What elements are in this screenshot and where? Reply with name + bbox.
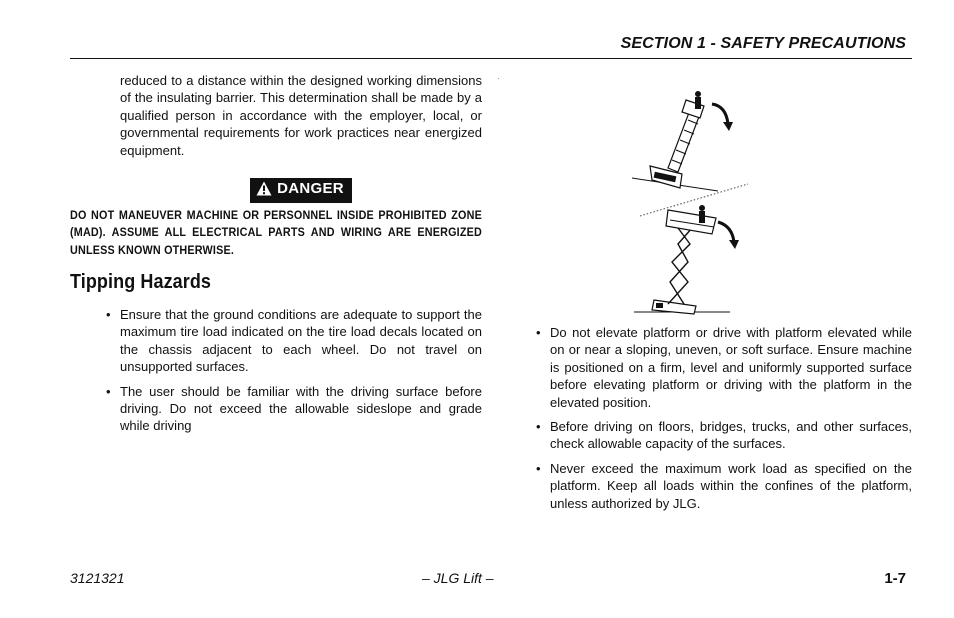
page-number: 1-7 <box>884 570 906 587</box>
tipping-bullet-list <box>70 306 482 435</box>
list-item <box>500 460 912 512</box>
bullet-icon: • <box>106 306 111 322</box>
danger-badge <box>250 178 352 203</box>
list-item-text: The user should be familiar with the driving surface before driving. Do not exceed the allowable sideslope and grade while driving <box>120 383 482 434</box>
list-item <box>70 383 482 435</box>
section-heading: Tipping Hazards <box>70 270 212 293</box>
list-item <box>500 324 912 411</box>
list-item-text: Never exceed the maximum work load as specified on the platform. Keep all loads within the confines of the platform, unless authorized by JLG. <box>550 460 912 511</box>
bullet-icon: • <box>536 419 541 435</box>
header-rule <box>70 58 912 59</box>
section-title: SECTION 1 - SAFETY PRECAUTIONS <box>620 35 906 52</box>
bullet-icon: • <box>106 383 111 399</box>
list-item <box>70 306 482 376</box>
danger-header <box>120 178 482 203</box>
footer-center-text: – JLG Lift – <box>422 570 494 586</box>
list-item-text: Do not elevate platform or drive with platform elevated while on or near a sloping, uneven, or soft surface. Ensure machine is positioned on a firm, level and uniformly supported surface before elevating platform or driving with the platform in the elevated position. <box>550 325 912 410</box>
bullet-icon: • <box>536 460 541 476</box>
list-item <box>500 418 912 453</box>
list-item-text: Ensure that the ground conditions are adequate to support the maximum tire load indicated on the tire load decals located on the chassis adjacent to each wheel. Do not travel on unsupported surfaces. <box>120 306 482 375</box>
tipping-lift-illustration <box>630 84 780 324</box>
warning-triangle-icon <box>256 181 272 202</box>
bullet-icon: • <box>536 325 541 340</box>
column-mark <box>498 78 499 79</box>
danger-label: DANGER <box>277 180 344 198</box>
left-column <box>70 72 482 442</box>
danger-text: DO NOT MANEUVER MACHINE OR PERSONNEL INSIDE PROHIBITED ZONE (MAD). ASSUME ALL ELECTRICAL PARTS AND WIRING ARE ENERGIZED UNLESS KNOWN OTHERWISE. <box>70 209 482 257</box>
doc-number: 3121321 <box>70 570 125 586</box>
list-item-text: Before driving on floors, bridges, trucks, and other surfaces, check allowable capacity of the surfaces. <box>550 419 912 452</box>
intro-paragraph: reduced to a distance within the designed working dimensions of the insulating barrier. This determination shall be made by a qualified person in accordance with the employer, local, or governmental requirements for work practices near energized equipment. <box>120 73 482 158</box>
platform-bullet-list <box>500 324 912 519</box>
